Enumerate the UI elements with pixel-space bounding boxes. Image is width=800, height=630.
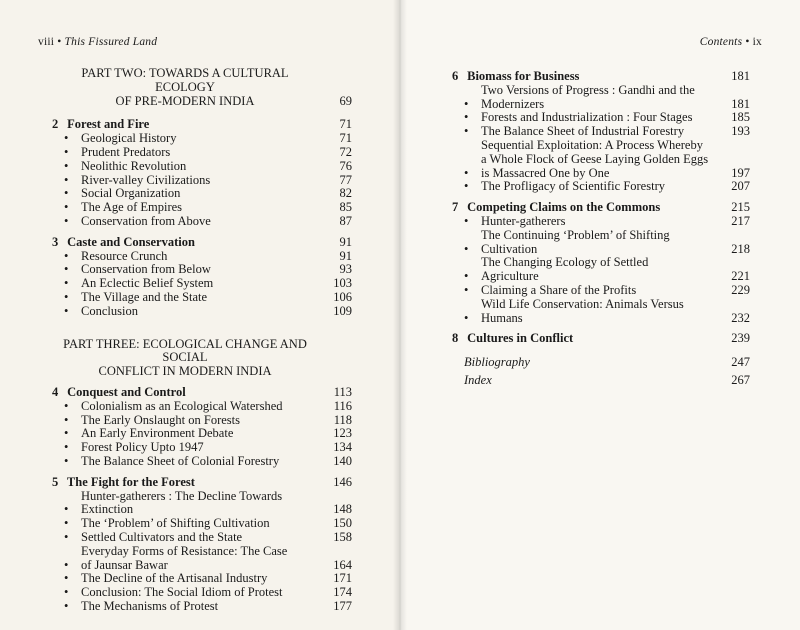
part-two-heading xyxy=(52,67,352,108)
section-page-number: 158 xyxy=(333,529,352,544)
section-title: An Eclectic Belief System xyxy=(81,276,214,291)
bullet-icon: • xyxy=(464,213,469,228)
chapter-number: 2 xyxy=(52,117,59,132)
toc-section[interactable] xyxy=(52,414,352,428)
section-title-line: The Changing Ecology of Settled xyxy=(481,255,649,270)
section-title-line: Hunter-gatherers : The Decline Towards xyxy=(81,488,283,503)
toc-section[interactable] xyxy=(452,84,750,112)
section-page-number: 197 xyxy=(731,165,750,180)
section-page-number: 229 xyxy=(731,282,750,297)
section-page-number: 148 xyxy=(333,502,352,517)
left-page-number: viii xyxy=(38,36,55,48)
toc-section[interactable] xyxy=(52,305,352,319)
section-title-line: is Massacred One by One xyxy=(481,165,610,180)
section-title-line: Wild Life Conservation: Animals Versus xyxy=(481,296,684,311)
chapter-number: 3 xyxy=(52,234,59,249)
bullet-icon: • xyxy=(64,453,69,468)
bullet-icon: • xyxy=(464,110,469,125)
bullet-icon: • xyxy=(464,282,469,297)
chapter-page-number: 215 xyxy=(731,200,750,215)
toc-section[interactable] xyxy=(452,139,750,180)
section-page-number: 91 xyxy=(339,248,352,263)
back-matter-page-number: 247 xyxy=(731,355,750,370)
section-page-number: 207 xyxy=(731,179,750,194)
section-title: River-valley Civilizations xyxy=(81,172,211,187)
toc-section[interactable] xyxy=(52,250,352,264)
toc-section[interactable] xyxy=(52,215,352,229)
bullet-icon: • xyxy=(64,426,69,441)
back-matter-title: Bibliography xyxy=(464,355,530,370)
bullet-icon: • xyxy=(64,276,69,291)
left-book-title: This Fissured Land xyxy=(64,36,158,48)
section-title: Conclusion: The Social Idiom of Protest xyxy=(81,585,283,600)
section-page-number: 150 xyxy=(333,516,352,531)
section-page-number: 109 xyxy=(333,303,352,318)
section-title: The ‘Problem’ of Shifting Cultivation xyxy=(81,516,270,531)
bullet-icon: • xyxy=(64,303,69,318)
bullet-icon: • xyxy=(64,131,69,146)
section-page-number: 123 xyxy=(333,426,352,441)
bullet-icon: • xyxy=(64,598,69,613)
section-page-number: 232 xyxy=(731,310,750,325)
toc-section[interactable] xyxy=(452,284,750,298)
right-running-head xyxy=(700,36,762,48)
chapter-title: Biomass for Business xyxy=(467,69,580,83)
section-page-number: 85 xyxy=(339,200,352,215)
toc-section[interactable] xyxy=(52,572,352,586)
toc-section[interactable] xyxy=(52,531,352,545)
section-title: Colonialism as an Ecological Watershed xyxy=(81,398,283,413)
toc-back-matter-index[interactable] xyxy=(452,370,750,388)
section-title: Hunter-gatherers xyxy=(481,213,566,228)
toc-section[interactable] xyxy=(452,125,750,139)
bullet-icon: • xyxy=(64,502,69,517)
section-page-number: 185 xyxy=(731,110,750,125)
bullet-icon: • xyxy=(464,241,469,256)
section-page-number: 164 xyxy=(333,557,352,572)
toc-section[interactable] xyxy=(52,201,352,215)
chapter-title: Cultures in Conflict xyxy=(467,331,574,346)
section-page-number: 218 xyxy=(731,241,750,256)
bullet-icon: • xyxy=(464,269,469,284)
section-title: Forests and Industrialization : Four Stages xyxy=(481,110,693,125)
chapter-page-number: 91 xyxy=(339,234,352,249)
toc-section[interactable] xyxy=(52,291,352,305)
section-page-number: 103 xyxy=(333,276,352,291)
section-page-number: 72 xyxy=(339,144,352,159)
part-title-line: PART THREE: ECOLOGICAL CHANGE AND SOCIAL xyxy=(63,336,307,365)
section-page-number: 118 xyxy=(333,412,352,427)
chapter-page-number: 113 xyxy=(333,384,352,399)
bullet-icon: • xyxy=(64,172,69,187)
part-title-line: CONFLICT IN MODERN INDIA xyxy=(98,364,272,379)
chapter-number: 7 xyxy=(452,200,459,215)
toc-chapter[interactable] xyxy=(452,70,750,84)
bullet-icon: • xyxy=(64,571,69,586)
bullet-icon: • xyxy=(64,200,69,215)
bullet-icon: • xyxy=(64,213,69,228)
toc-back-matter-bibliography[interactable] xyxy=(452,352,750,370)
chapter-page-number: 71 xyxy=(339,117,352,132)
part-title-line: PART TWO: TOWARDS A CULTURAL ECOLOGY xyxy=(81,66,289,94)
toc-section[interactable] xyxy=(52,277,352,291)
section-page-number: 87 xyxy=(339,213,352,228)
toc-section[interactable] xyxy=(52,400,352,414)
toc-right xyxy=(452,70,750,388)
chapter-number: 8 xyxy=(452,331,459,346)
book-gutter xyxy=(393,0,407,630)
section-title: Settled Cultivators and the State xyxy=(81,529,243,544)
toc-section[interactable] xyxy=(52,517,352,531)
toc-section[interactable] xyxy=(52,427,352,441)
header-separator: • xyxy=(745,36,750,48)
section-title: An Early Environment Debate xyxy=(81,426,234,441)
section-page-number: 193 xyxy=(731,124,750,139)
part-page-number: 69 xyxy=(339,93,352,108)
toc-section[interactable] xyxy=(452,180,750,194)
bullet-icon: • xyxy=(64,412,69,427)
toc-section[interactable] xyxy=(52,187,352,201)
bullet-icon: • xyxy=(464,96,469,111)
section-title-line: Agriculture xyxy=(481,269,539,284)
section-title: Social Organization xyxy=(81,186,181,201)
bullet-icon: • xyxy=(64,289,69,304)
section-title: Claiming a Share of the Profits xyxy=(481,282,637,297)
toc-section[interactable] xyxy=(452,256,750,284)
toc-section[interactable] xyxy=(452,215,750,229)
section-title: The Balance Sheet of Colonial Forestry xyxy=(81,453,280,468)
bullet-icon: • xyxy=(64,557,69,572)
left-running-head xyxy=(38,36,157,48)
bullet-icon: • xyxy=(64,158,69,173)
chapter-number: 6 xyxy=(452,69,459,83)
right-book-title: Contents xyxy=(699,36,743,48)
section-title-line: Two Versions of Progress : Gandhi and the xyxy=(481,82,695,97)
toc-section[interactable] xyxy=(52,132,352,146)
section-page-number: 181 xyxy=(731,96,750,111)
section-title-line: Extinction xyxy=(81,502,134,517)
bullet-icon: • xyxy=(64,186,69,201)
section-title: The Decline of the Artisanal Industry xyxy=(81,571,268,586)
chapter-title: The Fight for the Forest xyxy=(66,474,195,489)
section-title-line: The Continuing ‘Problem’ of Shifting xyxy=(481,227,670,242)
toc-chapter[interactable] xyxy=(52,476,352,490)
section-title-line: a Whole Flock of Geese Laying Golden Eggs xyxy=(481,151,709,166)
bullet-icon: • xyxy=(64,516,69,531)
section-page-number: 174 xyxy=(333,585,352,600)
section-title: Geological History xyxy=(81,131,177,146)
bullet-icon: • xyxy=(64,144,69,159)
section-page-number: 77 xyxy=(339,172,352,187)
section-title: The Mechanisms of Protest xyxy=(81,598,219,613)
section-title: Conservation from Below xyxy=(81,262,211,277)
chapter-number: 5 xyxy=(52,474,59,489)
section-page-number: 76 xyxy=(339,158,352,173)
bullet-icon: • xyxy=(64,398,69,413)
toc-section[interactable] xyxy=(52,441,352,455)
section-title: Forest Policy Upto 1947 xyxy=(81,440,204,455)
bullet-icon: • xyxy=(64,585,69,600)
section-page-number: 221 xyxy=(731,269,750,284)
toc-section[interactable] xyxy=(52,263,352,277)
section-title: Conclusion xyxy=(81,303,138,318)
toc-chapter[interactable] xyxy=(52,386,352,400)
section-page-number: 134 xyxy=(333,440,352,455)
chapter-number: 4 xyxy=(52,384,59,399)
chapter-title: Competing Claims on the Commons xyxy=(467,200,661,215)
section-title: The Age of Empires xyxy=(81,200,183,215)
bullet-icon: • xyxy=(64,529,69,544)
section-title: The Village and the State xyxy=(81,289,208,304)
header-separator: • xyxy=(57,36,62,48)
chapter-page-number: 181 xyxy=(731,69,750,83)
toc-section[interactable] xyxy=(52,586,352,600)
back-matter-title: Index xyxy=(464,372,492,387)
toc-chapter[interactable] xyxy=(52,118,352,132)
section-title-line: Cultivation xyxy=(481,241,538,256)
chapter-title: Caste and Conservation xyxy=(67,234,195,249)
section-title: Prudent Predators xyxy=(81,144,171,159)
toc-section[interactable] xyxy=(452,298,750,326)
section-title: Resource Crunch xyxy=(81,248,168,263)
toc-section[interactable] xyxy=(52,545,352,573)
toc-section[interactable] xyxy=(52,160,352,174)
section-title-line: of Jaunsar Bawar xyxy=(81,557,168,572)
right-page-number: ix xyxy=(752,36,762,48)
section-page-number: 171 xyxy=(333,571,352,586)
part-three-heading xyxy=(52,338,352,379)
bullet-icon: • xyxy=(64,248,69,263)
toc-section[interactable] xyxy=(452,111,750,125)
toc-section[interactable] xyxy=(452,229,750,257)
bullet-icon: • xyxy=(464,124,469,139)
section-page-number: 106 xyxy=(333,289,352,304)
section-title: Conservation from Above xyxy=(81,213,211,228)
section-page-number: 82 xyxy=(339,186,352,201)
back-matter-page-number: 267 xyxy=(731,372,750,387)
section-page-number: 116 xyxy=(333,398,352,413)
toc-section[interactable] xyxy=(52,146,352,160)
toc-left xyxy=(52,67,352,614)
section-page-number: 71 xyxy=(339,131,352,146)
toc-section[interactable] xyxy=(52,600,352,614)
bullet-icon: • xyxy=(464,165,469,180)
toc-section[interactable] xyxy=(52,174,352,188)
bullet-icon: • xyxy=(464,179,469,194)
section-page-number: 93 xyxy=(339,262,352,277)
toc-chapter[interactable] xyxy=(52,236,352,250)
section-title: The Balance Sheet of Industrial Forestry xyxy=(481,124,685,139)
bullet-icon: • xyxy=(464,310,469,325)
section-title-line: Humans xyxy=(481,310,523,325)
section-title: The Early Onslaught on Forests xyxy=(81,412,241,427)
section-page-number: 177 xyxy=(333,598,352,613)
section-title: The Profligacy of Scientific Forestry xyxy=(481,179,665,194)
section-title: Neolithic Revolution xyxy=(81,158,187,173)
toc-chapter[interactable] xyxy=(452,332,750,346)
toc-section[interactable] xyxy=(52,490,352,518)
section-title-line: Modernizers xyxy=(481,96,545,111)
chapter-page-number: 146 xyxy=(333,474,352,489)
toc-chapter[interactable] xyxy=(452,201,750,215)
bullet-icon: • xyxy=(64,440,69,455)
chapter-title: Forest and Fire xyxy=(67,117,150,132)
section-page-number: 140 xyxy=(333,453,352,468)
section-title-line: Sequential Exploitation: A Process Whereby xyxy=(481,137,703,152)
chapter-title: Conquest and Control xyxy=(67,384,186,399)
chapter-page-number: 239 xyxy=(731,331,750,346)
bullet-icon: • xyxy=(64,262,69,277)
toc-section[interactable] xyxy=(52,455,352,469)
part-title-line: OF PRE-MODERN INDIA xyxy=(115,93,255,108)
section-page-number: 217 xyxy=(731,213,750,228)
section-title-line: Everyday Forms of Resistance: The Case xyxy=(81,543,288,558)
